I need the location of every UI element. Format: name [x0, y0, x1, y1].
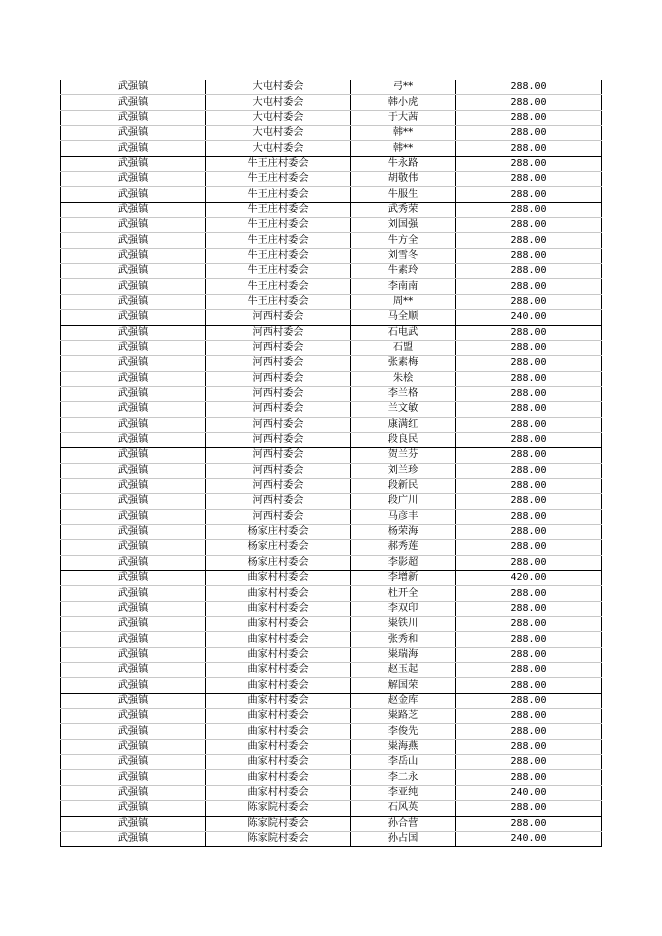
village-cell: 河西村委会 — [206, 310, 351, 325]
village-cell: 河西村委会 — [206, 402, 351, 417]
village-cell: 曲家村村委会 — [206, 678, 351, 693]
village-cell: 河西村委会 — [206, 371, 351, 386]
amount-cell: 288.00 — [456, 448, 602, 463]
town-cell: 武强镇 — [61, 617, 206, 632]
village-cell: 大屯村委会 — [206, 110, 351, 125]
village-cell: 曲家村村委会 — [206, 785, 351, 800]
name-cell: 粜路芝 — [351, 709, 456, 724]
amount-cell: 288.00 — [456, 156, 602, 171]
name-cell: 马彦丰 — [351, 509, 456, 524]
village-cell: 河西村委会 — [206, 463, 351, 478]
amount-cell: 288.00 — [456, 724, 602, 739]
amount-cell: 288.00 — [456, 816, 602, 831]
amount-cell: 288.00 — [456, 110, 602, 125]
table-row — [61, 755, 602, 770]
name-cell: 粜瑞海 — [351, 647, 456, 662]
town-cell: 武强镇 — [61, 80, 206, 95]
town-cell: 武强镇 — [61, 386, 206, 401]
town-cell: 武强镇 — [61, 494, 206, 509]
name-cell: 周** — [351, 294, 456, 309]
name-cell: 李双印 — [351, 601, 456, 616]
name-cell: 贺兰芬 — [351, 448, 456, 463]
village-cell: 大屯村委会 — [206, 141, 351, 156]
village-cell: 曲家村村委会 — [206, 693, 351, 708]
town-cell: 武强镇 — [61, 310, 206, 325]
amount-cell: 288.00 — [456, 264, 602, 279]
table-row — [61, 218, 602, 233]
name-cell: 于大茜 — [351, 110, 456, 125]
table-row — [61, 831, 602, 846]
table-row — [61, 202, 602, 217]
town-cell: 武强镇 — [61, 785, 206, 800]
name-cell: 赵玉起 — [351, 663, 456, 678]
town-cell: 武强镇 — [61, 571, 206, 586]
amount-cell: 288.00 — [456, 555, 602, 570]
village-cell: 牛王庄村委会 — [206, 294, 351, 309]
name-cell: 郝秀莲 — [351, 540, 456, 555]
subsidy-table — [60, 80, 602, 847]
town-cell: 武强镇 — [61, 371, 206, 386]
name-cell: 李南南 — [351, 279, 456, 294]
name-cell: 李增新 — [351, 571, 456, 586]
name-cell: 杜开全 — [351, 586, 456, 601]
name-cell: 杨荣海 — [351, 524, 456, 539]
name-cell: 韩** — [351, 141, 456, 156]
amount-cell: 288.00 — [456, 402, 602, 417]
town-cell: 武强镇 — [61, 601, 206, 616]
town-cell: 武强镇 — [61, 156, 206, 171]
table-row — [61, 187, 602, 202]
amount-cell: 288.00 — [456, 601, 602, 616]
name-cell: 李亚纯 — [351, 785, 456, 800]
town-cell: 武强镇 — [61, 126, 206, 141]
village-cell: 大屯村委会 — [206, 80, 351, 95]
table-row — [61, 801, 602, 816]
table-row — [61, 785, 602, 800]
name-cell: 孙占国 — [351, 831, 456, 846]
name-cell: 石电武 — [351, 325, 456, 340]
table-row — [61, 693, 602, 708]
table-row — [61, 540, 602, 555]
town-cell: 武强镇 — [61, 294, 206, 309]
table-row — [61, 432, 602, 447]
name-cell: 石盟 — [351, 340, 456, 355]
town-cell: 武强镇 — [61, 524, 206, 539]
amount-cell: 288.00 — [456, 632, 602, 647]
village-cell: 曲家村村委会 — [206, 617, 351, 632]
amount-cell: 288.00 — [456, 340, 602, 355]
town-cell: 武强镇 — [61, 693, 206, 708]
table-row — [61, 617, 602, 632]
town-cell: 武强镇 — [61, 509, 206, 524]
amount-cell: 288.00 — [456, 172, 602, 187]
village-cell: 陈家院村委会 — [206, 816, 351, 831]
town-cell: 武强镇 — [61, 801, 206, 816]
name-cell: 段良民 — [351, 432, 456, 447]
name-cell: 牛方全 — [351, 233, 456, 248]
amount-cell: 288.00 — [456, 95, 602, 110]
town-cell: 武强镇 — [61, 632, 206, 647]
table-row — [61, 126, 602, 141]
village-cell: 大屯村委会 — [206, 95, 351, 110]
village-cell: 杨家庄村委会 — [206, 540, 351, 555]
town-cell: 武强镇 — [61, 663, 206, 678]
table-row — [61, 478, 602, 493]
town-cell: 武强镇 — [61, 95, 206, 110]
town-cell: 武强镇 — [61, 110, 206, 125]
town-cell: 武强镇 — [61, 356, 206, 371]
town-cell: 武强镇 — [61, 678, 206, 693]
amount-cell: 288.00 — [456, 202, 602, 217]
table-row — [61, 402, 602, 417]
name-cell: 李兰格 — [351, 386, 456, 401]
town-cell: 武强镇 — [61, 755, 206, 770]
table-row — [61, 95, 602, 110]
name-cell: 孙合营 — [351, 816, 456, 831]
name-cell: 解国荣 — [351, 678, 456, 693]
name-cell: 康满红 — [351, 417, 456, 432]
village-cell: 河西村委会 — [206, 386, 351, 401]
village-cell: 河西村委会 — [206, 494, 351, 509]
amount-cell: 240.00 — [456, 831, 602, 846]
town-cell: 武强镇 — [61, 816, 206, 831]
town-cell: 武强镇 — [61, 478, 206, 493]
table-row — [61, 524, 602, 539]
village-cell: 牛王庄村委会 — [206, 248, 351, 263]
table-row — [61, 770, 602, 785]
name-cell: 弓** — [351, 80, 456, 95]
village-cell: 曲家村村委会 — [206, 739, 351, 754]
amount-cell: 288.00 — [456, 755, 602, 770]
table-row — [61, 678, 602, 693]
village-cell: 河西村委会 — [206, 509, 351, 524]
name-cell: 粜铁川 — [351, 617, 456, 632]
town-cell: 武强镇 — [61, 831, 206, 846]
village-cell: 牛王庄村委会 — [206, 187, 351, 202]
town-cell: 武强镇 — [61, 233, 206, 248]
amount-cell: 288.00 — [456, 218, 602, 233]
name-cell: 张秀和 — [351, 632, 456, 647]
town-cell: 武强镇 — [61, 187, 206, 202]
town-cell: 武强镇 — [61, 463, 206, 478]
amount-cell: 288.00 — [456, 141, 602, 156]
name-cell: 石风英 — [351, 801, 456, 816]
amount-cell: 288.00 — [456, 709, 602, 724]
town-cell: 武强镇 — [61, 540, 206, 555]
village-cell: 牛王庄村委会 — [206, 233, 351, 248]
village-cell: 曲家村村委会 — [206, 632, 351, 647]
amount-cell: 288.00 — [456, 770, 602, 785]
amount-cell: 288.00 — [456, 739, 602, 754]
table-row — [61, 248, 602, 263]
table-row — [61, 571, 602, 586]
amount-cell: 288.00 — [456, 617, 602, 632]
village-cell: 河西村委会 — [206, 448, 351, 463]
table-row — [61, 325, 602, 340]
amount-cell: 288.00 — [456, 386, 602, 401]
table-row — [61, 371, 602, 386]
town-cell: 武强镇 — [61, 141, 206, 156]
amount-cell: 288.00 — [456, 524, 602, 539]
table-row — [61, 724, 602, 739]
name-cell: 李二永 — [351, 770, 456, 785]
table-row — [61, 816, 602, 831]
town-cell: 武强镇 — [61, 432, 206, 447]
town-cell: 武强镇 — [61, 325, 206, 340]
village-cell: 曲家村村委会 — [206, 709, 351, 724]
amount-cell: 288.00 — [456, 80, 602, 95]
town-cell: 武强镇 — [61, 417, 206, 432]
village-cell: 陈家院村委会 — [206, 801, 351, 816]
table-row — [61, 632, 602, 647]
village-cell: 曲家村村委会 — [206, 586, 351, 601]
name-cell: 牛素玲 — [351, 264, 456, 279]
town-cell: 武强镇 — [61, 279, 206, 294]
village-cell: 陈家院村委会 — [206, 831, 351, 846]
name-cell: 兰文敏 — [351, 402, 456, 417]
town-cell: 武强镇 — [61, 218, 206, 233]
table-row — [61, 356, 602, 371]
table-row — [61, 601, 602, 616]
amount-cell: 288.00 — [456, 248, 602, 263]
name-cell: 刘国强 — [351, 218, 456, 233]
amount-cell: 288.00 — [456, 509, 602, 524]
amount-cell: 288.00 — [456, 540, 602, 555]
table-row — [61, 509, 602, 524]
town-cell: 武强镇 — [61, 739, 206, 754]
village-cell: 河西村委会 — [206, 356, 351, 371]
name-cell: 刘雪冬 — [351, 248, 456, 263]
name-cell: 武秀荣 — [351, 202, 456, 217]
town-cell: 武强镇 — [61, 586, 206, 601]
amount-cell: 288.00 — [456, 432, 602, 447]
table-row — [61, 463, 602, 478]
name-cell: 李俊先 — [351, 724, 456, 739]
village-cell: 曲家村村委会 — [206, 601, 351, 616]
amount-cell: 288.00 — [456, 356, 602, 371]
table-row — [61, 494, 602, 509]
village-cell: 曲家村村委会 — [206, 647, 351, 662]
table-row — [61, 233, 602, 248]
name-cell: 段新民 — [351, 478, 456, 493]
table-body — [61, 80, 602, 847]
village-cell: 牛王庄村委会 — [206, 218, 351, 233]
village-cell: 河西村委会 — [206, 478, 351, 493]
amount-cell: 288.00 — [456, 463, 602, 478]
village-cell: 曲家村村委会 — [206, 770, 351, 785]
village-cell: 大屯村委会 — [206, 126, 351, 141]
town-cell: 武强镇 — [61, 340, 206, 355]
town-cell: 武强镇 — [61, 202, 206, 217]
town-cell: 武强镇 — [61, 172, 206, 187]
table-row — [61, 586, 602, 601]
amount-cell: 288.00 — [456, 647, 602, 662]
village-cell: 河西村委会 — [206, 325, 351, 340]
name-cell: 张素梅 — [351, 356, 456, 371]
table-row — [61, 647, 602, 662]
name-cell: 刘兰珍 — [351, 463, 456, 478]
table-row — [61, 739, 602, 754]
amount-cell: 288.00 — [456, 586, 602, 601]
table-row — [61, 172, 602, 187]
village-cell: 曲家村村委会 — [206, 663, 351, 678]
amount-cell: 288.00 — [456, 417, 602, 432]
town-cell: 武强镇 — [61, 709, 206, 724]
table-row — [61, 264, 602, 279]
village-cell: 牛王庄村委会 — [206, 156, 351, 171]
amount-cell: 288.00 — [456, 478, 602, 493]
village-cell: 杨家庄村委会 — [206, 524, 351, 539]
town-cell: 武强镇 — [61, 448, 206, 463]
amount-cell: 288.00 — [456, 494, 602, 509]
village-cell: 河西村委会 — [206, 340, 351, 355]
amount-cell: 420.00 — [456, 571, 602, 586]
table-row — [61, 417, 602, 432]
name-cell: 朱桧 — [351, 371, 456, 386]
amount-cell: 288.00 — [456, 801, 602, 816]
village-cell: 曲家村村委会 — [206, 755, 351, 770]
table-row — [61, 141, 602, 156]
table-row — [61, 709, 602, 724]
village-cell: 牛王庄村委会 — [206, 264, 351, 279]
name-cell: 韩小虎 — [351, 95, 456, 110]
town-cell: 武强镇 — [61, 402, 206, 417]
name-cell: 段广川 — [351, 494, 456, 509]
name-cell: 牛永路 — [351, 156, 456, 171]
village-cell: 河西村委会 — [206, 417, 351, 432]
table-row — [61, 310, 602, 325]
name-cell: 牛服生 — [351, 187, 456, 202]
village-cell: 曲家村村委会 — [206, 724, 351, 739]
town-cell: 武强镇 — [61, 555, 206, 570]
village-cell: 牛王庄村委会 — [206, 279, 351, 294]
village-cell: 牛王庄村委会 — [206, 172, 351, 187]
table-row — [61, 663, 602, 678]
town-cell: 武强镇 — [61, 770, 206, 785]
name-cell: 李影超 — [351, 555, 456, 570]
table-row — [61, 448, 602, 463]
amount-cell: 288.00 — [456, 126, 602, 141]
name-cell: 李岳山 — [351, 755, 456, 770]
name-cell: 胡敬伟 — [351, 172, 456, 187]
town-cell: 武强镇 — [61, 724, 206, 739]
amount-cell: 288.00 — [456, 663, 602, 678]
town-cell: 武强镇 — [61, 647, 206, 662]
amount-cell: 288.00 — [456, 678, 602, 693]
table-row — [61, 555, 602, 570]
amount-cell: 288.00 — [456, 233, 602, 248]
amount-cell: 288.00 — [456, 325, 602, 340]
town-cell: 武强镇 — [61, 248, 206, 263]
amount-cell: 240.00 — [456, 785, 602, 800]
amount-cell: 288.00 — [456, 187, 602, 202]
table-row — [61, 279, 602, 294]
table-row — [61, 340, 602, 355]
name-cell: 粜海燕 — [351, 739, 456, 754]
amount-cell: 288.00 — [456, 279, 602, 294]
amount-cell: 288.00 — [456, 693, 602, 708]
table-row — [61, 294, 602, 309]
amount-cell: 288.00 — [456, 294, 602, 309]
name-cell: 马全顺 — [351, 310, 456, 325]
amount-cell: 240.00 — [456, 310, 602, 325]
name-cell: 赵金库 — [351, 693, 456, 708]
table-row — [61, 386, 602, 401]
name-cell: 韩** — [351, 126, 456, 141]
table-row — [61, 110, 602, 125]
town-cell: 武强镇 — [61, 264, 206, 279]
village-cell: 河西村委会 — [206, 432, 351, 447]
village-cell: 曲家村村委会 — [206, 571, 351, 586]
table-row — [61, 156, 602, 171]
village-cell: 牛王庄村委会 — [206, 202, 351, 217]
village-cell: 杨家庄村委会 — [206, 555, 351, 570]
amount-cell: 288.00 — [456, 371, 602, 386]
table-row — [61, 80, 602, 95]
